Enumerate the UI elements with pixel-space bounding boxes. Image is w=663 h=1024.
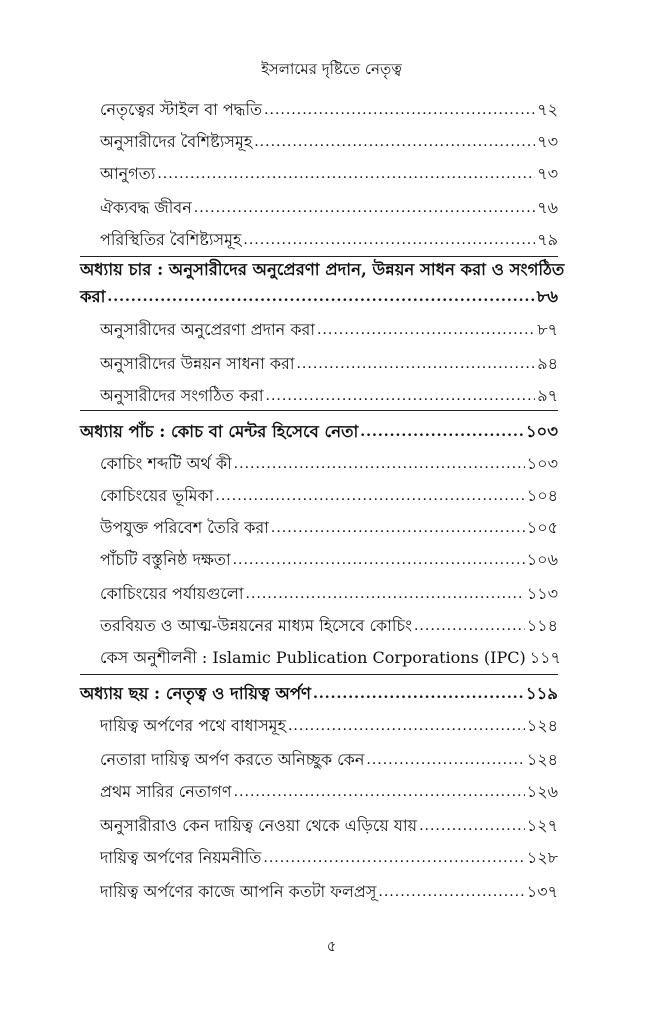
toc-entry-page: ৭৩: [537, 164, 558, 183]
toc-entry[interactable]: [100, 448, 558, 474]
toc-entry-page: ১০৩: [526, 454, 558, 473]
dot-leader: [317, 320, 535, 340]
toc-entry-page: ৯৭: [537, 386, 558, 405]
toc-entry[interactable]: [100, 544, 558, 570]
dot-leader: [266, 386, 536, 406]
chapter-heading-4[interactable]: [80, 258, 565, 308]
toc-entry[interactable]: [100, 158, 558, 184]
toc-entry-title: অনুসারীরাও কেন দায়িত্ব নেওয়া থেকে এড়িয়ে যায়: [100, 816, 418, 835]
toc-entry[interactable]: [100, 642, 561, 668]
toc-entry-title: কোচিং শব্দটি অর্থ কী: [100, 454, 232, 473]
toc-entry-page: ৯৪: [537, 354, 558, 373]
dot-leader: [157, 164, 535, 184]
dot-leader: [414, 616, 525, 636]
toc-entry-title: দায়িত্ব অর্পণের কাজে আপনি কতটা ফলপ্রসূ: [100, 882, 377, 901]
toc-entry[interactable]: [100, 192, 558, 218]
toc-entry-title: ঐক্যবদ্ধ জীবন: [100, 198, 192, 217]
chapter-heading-5[interactable]: [80, 416, 558, 442]
toc-entry-title: পরিস্থিতির বৈশিষ্ট্যসমূহ: [100, 230, 242, 249]
dot-leader: [243, 230, 535, 250]
chapter-title: অধ্যায় পাঁচ : কোচ বা মেন্টর হিসেবে নেতা: [80, 422, 359, 441]
dot-leader: [366, 750, 524, 770]
toc-entry-title: নেতারা দায়িত্ব অর্পণ করতে অনিচ্ছুক কেন: [100, 750, 365, 769]
toc-entry-page: ১২৪: [526, 716, 558, 735]
toc-entry-title: পাঁচটি বস্তুনিষ্ঠ দক্ষতা: [100, 550, 231, 569]
toc-entry-title: দায়িত্ব অর্পণের নিয়মনীতি: [100, 848, 262, 867]
toc-entry-title: দায়িত্ব অর্পণের পথে বাধাসমূহ: [100, 716, 286, 735]
chapter-page: ১১৯: [525, 684, 558, 703]
toc-entry-title: প্রথম সারির নেতাগণ: [100, 782, 232, 801]
chapter-page: ৮৬: [536, 287, 558, 306]
toc-entry-title: কোচিংয়ের পর্যায়গুলো: [100, 584, 244, 603]
toc-entry-page: ৭৩: [537, 132, 558, 151]
toc-entry-title: অনুসারীদের উন্নয়ন সাধনা করা: [100, 354, 295, 373]
toc-entry[interactable]: [100, 348, 558, 374]
toc-entry[interactable]: [100, 776, 558, 802]
chapter-page: ১০৩: [525, 422, 558, 441]
toc-entry[interactable]: [100, 810, 558, 836]
dot-leader: [296, 354, 535, 374]
toc-entry[interactable]: [100, 578, 558, 604]
toc-entry[interactable]: [100, 94, 558, 120]
toc-entry-page: ৭২: [537, 100, 558, 119]
chapter-title-line1: অধ্যায় চার : অনুসারীদের অনুপ্রেরণা প্রদান, উন্নয়ন সাধন করা ও সংগঠিত: [80, 260, 565, 279]
dot-leader: [234, 454, 525, 474]
dot-leader: [246, 584, 525, 604]
toc-entry[interactable]: [100, 480, 558, 506]
toc-entry[interactable]: [100, 380, 558, 406]
chapter-heading-6[interactable]: [80, 678, 558, 704]
toc-entry-page: ১২৮: [526, 848, 558, 867]
dot-leader: [194, 198, 535, 218]
toc-entry-page: ১১৭: [529, 648, 561, 667]
toc-entry-title: অনুসারীদের বৈশিষ্ট্যসমূহ: [100, 132, 253, 151]
toc-entry-page: ১২৪: [526, 750, 558, 769]
chapter-title: অধ্যায় ছয় : নেতৃত্ব ও দায়িত্ব অর্পণ: [80, 684, 312, 703]
divider: [80, 410, 558, 411]
toc-entry-page: ১২৬: [526, 782, 558, 801]
toc-entry-page: ১১৪: [526, 616, 558, 635]
dot-leader: [313, 684, 524, 704]
dot-leader: [107, 286, 534, 308]
toc-entry-title: অনুসারীদের সংগঠিত করা: [100, 386, 264, 405]
toc-entry[interactable]: [100, 512, 558, 538]
chapter-title-line2: করা: [80, 287, 106, 306]
toc-entry[interactable]: [100, 842, 558, 868]
toc-entry-page: ৭৯: [537, 230, 558, 249]
toc-entry-page: ৭৬: [537, 198, 558, 217]
toc-entry-page: ১০৬: [526, 550, 558, 569]
toc-entry-page: ১৩৭: [526, 882, 558, 901]
toc-entry-title: আনুগত্য: [100, 164, 156, 183]
toc-entry-title: কেস অনুশীলনী : Islamic Publication Corporations (IPC): [100, 648, 526, 667]
dot-leader: [254, 132, 535, 152]
divider: [80, 256, 558, 257]
toc-entry-page: ৮৭: [537, 320, 558, 339]
dot-leader: [233, 550, 525, 570]
running-header: ইসলামের দৃষ্টিতে নেতৃত্ব: [261, 60, 402, 78]
dot-leader: [215, 486, 524, 506]
toc-entry-title: নেতৃত্বের স্টাইল বা পদ্ধতি: [100, 100, 263, 119]
toc-entry[interactable]: [100, 126, 558, 152]
toc-entry[interactable]: [100, 610, 558, 636]
toc-entry-page: ১২৭: [526, 816, 558, 835]
toc-entry[interactable]: [100, 876, 558, 902]
toc-entry-page: ১০৫: [526, 518, 558, 537]
toc-entry-page: ১০৪: [526, 486, 558, 505]
toc-entry[interactable]: [100, 710, 558, 736]
toc-entry-title: উপযুক্ত পরিবেশ তৈরি করা: [100, 518, 269, 537]
dot-leader: [378, 882, 524, 902]
toc-entry[interactable]: [100, 314, 558, 340]
dot-leader: [288, 716, 525, 736]
toc-entry-page: ১১৩: [526, 584, 558, 603]
toc-entry[interactable]: [100, 224, 558, 250]
toc-entry-title: তরবিয়ত ও আত্ম-উন্নয়নের মাধ্যম হিসেবে কোচিং: [100, 616, 412, 635]
page-number: ৫: [326, 937, 337, 955]
divider: [80, 674, 558, 675]
toc-entry-title: কোচিংয়ের ভূমিকা: [100, 486, 214, 505]
dot-leader: [264, 100, 535, 120]
dot-leader: [271, 518, 525, 538]
toc-entry-title: অনুসারীদের অনুপ্রেরণা প্রদান করা: [100, 320, 315, 339]
dot-leader: [234, 782, 525, 802]
toc-entry[interactable]: [100, 744, 558, 770]
dot-leader: [360, 422, 524, 442]
dot-leader: [263, 848, 524, 868]
dot-leader: [419, 816, 525, 836]
